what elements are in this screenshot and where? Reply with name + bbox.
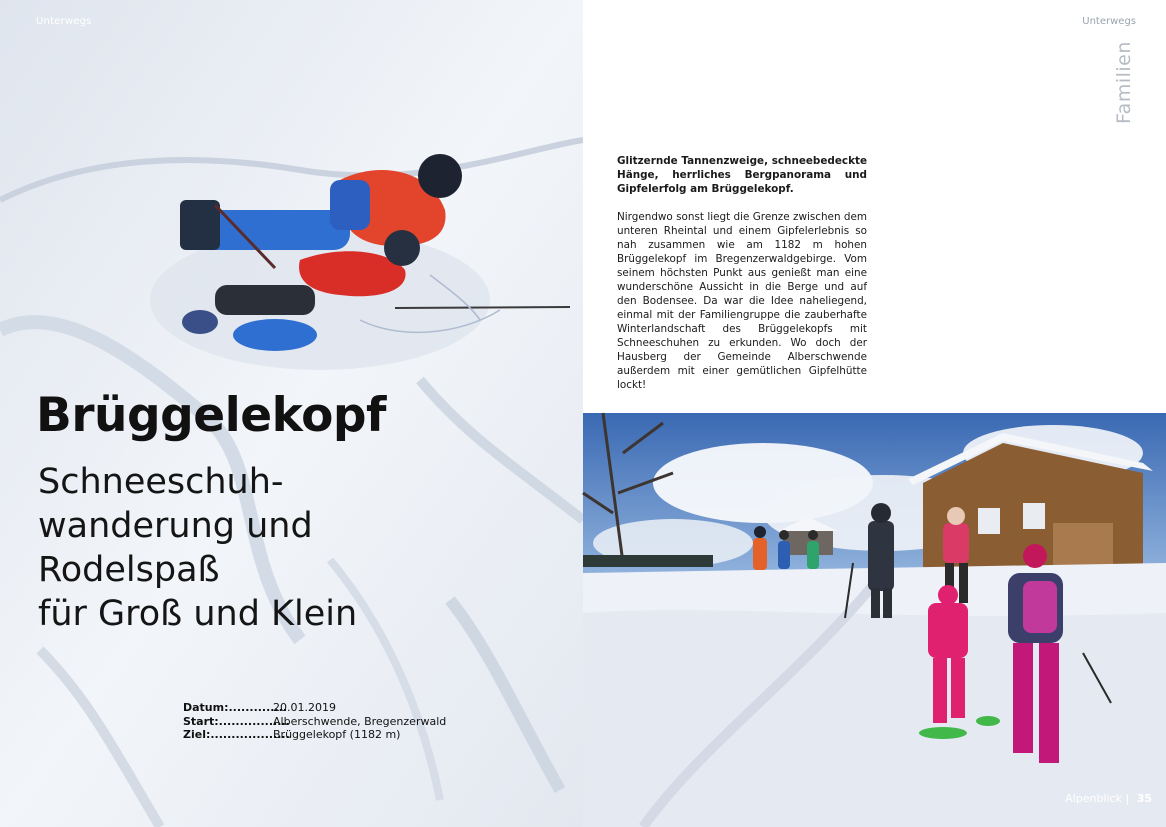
- page-number: 35: [1136, 792, 1152, 805]
- fact-start: [183, 715, 446, 729]
- subtitle-line: wanderung und: [38, 506, 313, 546]
- page-footer: [1065, 792, 1152, 805]
- hiking-photo: [583, 413, 1166, 827]
- right-page: [583, 0, 1166, 827]
- fact-label: Ziel:...................: [183, 728, 290, 741]
- magazine-name: Alpenblick: [1065, 792, 1122, 805]
- running-head-left: Unterwegs: [36, 16, 92, 27]
- footer-separator: |: [1125, 792, 1130, 805]
- article-title: Brüggelekopf: [36, 388, 386, 443]
- article-text: [617, 154, 867, 392]
- article-subtitle: [38, 460, 458, 636]
- fact-value: Brüggelekopf (1182 m): [273, 728, 401, 741]
- tour-facts: [183, 701, 446, 742]
- subtitle-line: Rodelspaß: [38, 550, 220, 590]
- subtitle-line: Schneeschuh-: [38, 462, 284, 502]
- fact-destination: [183, 728, 446, 742]
- lead-paragraph: Glitzernde Tannenzweige, schneebedeckte Hänge, herrliches Bergpanorama und Gipfelerfolg am Brüggelekopf.: [617, 155, 867, 195]
- body-paragraph: Nirgendwo sonst liegt die Grenze zwischen dem unteren Rheintal und einem Gipfelerlebnis so nah zusammen wie am 1182 m hohen Brüggelekopf im Bregenzerwaldgebirge. Vom seinem höchsten Punkt aus genießt man eine wunderschöne Aussicht in die Berge und auf den Bodensee. Da war die Idee naheliegend, einmal mit der Familiengruppe die zauberhafte Winterlandschaft des Brüggelekopfs mit Schneeschuhen zu erkunden. Wo doch der Hausberg der Gemeinde Alberschwende außerdem mit einer gemütlichen Gipfelhütte lockt!: [617, 211, 867, 391]
- fact-value: 20.01.2019: [273, 701, 336, 714]
- subtitle-line: für Groß und Klein: [38, 594, 358, 634]
- running-head-right: Unterwegs: [1082, 16, 1136, 27]
- fact-date: [183, 701, 446, 715]
- fact-value: Alberschwende, Bregenzerwald: [273, 714, 447, 728]
- fact-label: Start:.................: [183, 714, 290, 728]
- fact-label: Datum:..............: [183, 701, 288, 714]
- section-label: Familien: [1113, 41, 1135, 124]
- snowshoe-group-photo: [583, 413, 1166, 827]
